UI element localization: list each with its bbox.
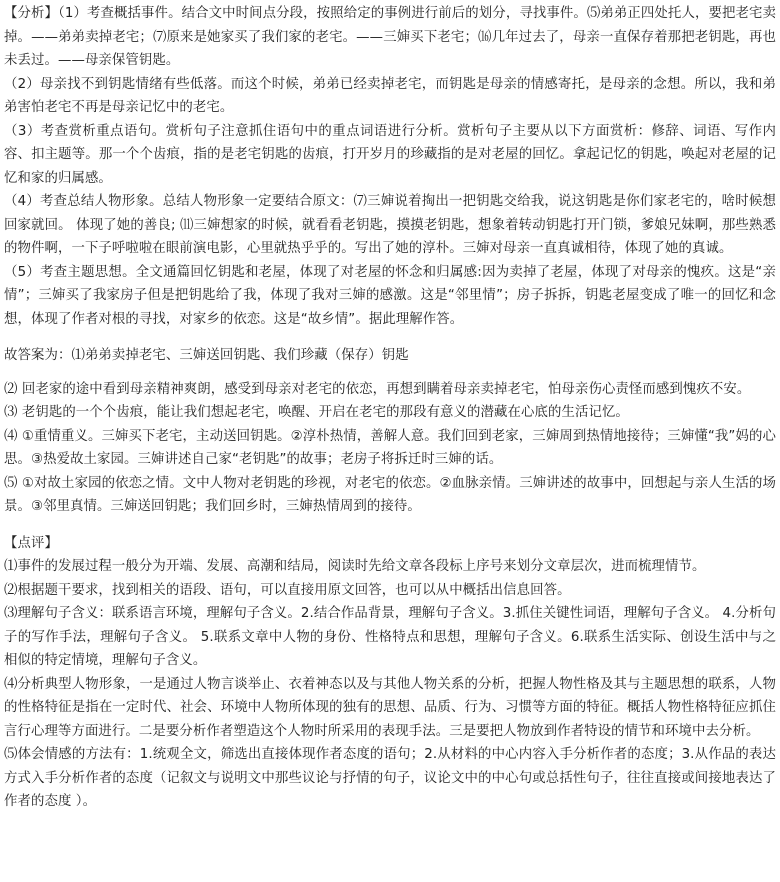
- analysis-paragraph-3: （3）考查赏析重点语句。赏析句子注意抓住语句中的重点词语进行分析。赏析句子主要从以下方面赏析：修辞、词语、写作内容、扣主题等。那一个个齿痕，指的是老宅钥匙的齿痕，打开岁月的珍藏指的是对老屋的回忆。拿起记忆的钥匙，唤起对老屋的记忆和家的归属感。: [4, 123, 776, 186]
- answer-intro: 故答案为：⑴弟弟卖掉老宅、三婶送回钥匙、我们珍藏（保存）钥匙: [4, 348, 409, 363]
- analysis-section: [4, 2, 776, 331]
- analysis-paragraph-5: （5）考查主题思想。全文通篇回忆钥匙和老屋，体现了对老屋的怀念和归属感:因为卖掉了老屋，体现了对母亲的愧疚。这是“亲情”；三婶买了我家房子但是把钥匙给了我，体现了我对三婶的感激。这是“邻里情”；房子拆拆，钥匙老屋变成了唯一的回忆和念想，体现了作者对根的寻找，对家乡的依恋。这是“故乡情”。据此理解作答。: [4, 264, 776, 327]
- analysis-paragraph-2: （2）母亲找不到钥匙情绪有些低落。而这个时候，弟弟已经卖掉老宅，而钥匙是母亲的情感寄托，是母亲的念想。所以，我和弟弟害怕老宅不再是母亲记忆中的老宅。: [4, 76, 776, 115]
- answer-item-4: ⑷ ①重情重义。三婶买下老宅，主动送回钥匙。②淳朴热情，善解人意。我们回到老家，三婶周到热情地接待；三婶懂“我”妈的心思。③热爱故土家园。三婶讲述自己家“老钥匙”的故事；老房子将拆迁时三婶的话。: [4, 428, 776, 467]
- analysis-paragraph-1: [4, 2, 776, 73]
- analysis-text-1: （1）考查概括事件。结合文中时间点分段，按照给定的事例进行前后的划分，寻找事件。⑸弟弟正四处托人，要把老宅卖掉。——弟弟卖掉老宅；⑺原来是她家买了我们家的老宅。——三婶买下老宅；⒃几年过去了，母亲一直保存着那把老钥匙，再也未丢过。——母亲保管钥匙。: [4, 6, 776, 68]
- comment-item-5: ⑸体会情感的方法有：1.统观全文，筛选出直接体现作者态度的语句；2.从材料的中心内容入手分析作者的态度；3.从作品的表达方式入手分析作者的态度（记叙文与说明文中那些议论与抒情的句子，议论文中的中心句或总括性句子，往往直接或间接地表达了作者的态度 ）。: [4, 747, 776, 809]
- answer-section: [4, 344, 776, 519]
- answer-spacer: [4, 368, 776, 378]
- answer-item-3: ⑶ 老钥匙的一个个齿痕，能让我们想起老宅，唤醒、开启在老宅的那段有意义的潜藏在心底的生活记忆。: [4, 405, 629, 420]
- section-spacer: [4, 519, 776, 532]
- analysis-heading: 【分析】: [4, 6, 59, 21]
- answer-item-5: ⑸ ①对故土家园的依恋之情。文中人物对老钥匙的珍视，对老宅的依恋。②血脉亲情。三婶讲述的故事中，回想起与亲人生活的场景。③邻里真情。三婶送回钥匙；我们回乡时，三婶热情周到的接待。: [4, 475, 776, 514]
- comment-item-4: ⑷分析典型人物形象，一是通过人物言谈举止、衣着神态以及与其他人物关系的分析，把握人物性格及其与主题思想的联系，人物的性格特征是指在一定时代、社会、环境中人物所体现的独有的思想、品质、行为、习惯等方面的特征。概括人物性格特征应抓住言行心理等方面进行。二是要分析作者塑造这个人物时所采用的表现手法。三是要把人物放到作者特设的情节和环境中去分析。: [4, 676, 776, 739]
- comment-section: [4, 532, 776, 814]
- comment-item-2: ⑵根据题干要求，找到相关的语段、语句，可以直接用原文回答，也可以从中概括出信息回答。: [4, 582, 571, 598]
- comment-item-3: ⑶理解句子含义：联系语言环境，理解句子含义。2.结合作品背景，理解句子含义。3.抓住关键性词语，理解句子含义。 4.分析句子的写作手法，理解句子含义。 5.联系文章中人物的身份、性格特点和思想，理解句子含义。6.联系生活实际、创设生活中与之相似的特定情境，理解句子含义。: [4, 606, 776, 668]
- section-spacer: [4, 331, 776, 344]
- comment-item-1: ⑴事件的发展过程一般分为开端、发展、高潮和结局，阅读时先给文章各段标上序号来划分文章层次，进而梳理情节。: [4, 559, 706, 574]
- comment-heading: 【点评】: [4, 535, 58, 551]
- analysis-paragraph-4: （4）考查总结人物形象。总结人物形象一定要结合原文：⑺三婶说着掏出一把钥匙交给我，说这钥匙是你们家老宅的，啥时候想回家就回。 体现了她的善良; ⑾三婶想家的时候，就看看老钥匙，摸摸老钥匙，想象着转动钥匙打开门锁，爹娘兄妹啊，那些熟悉的物件啊，一下子呼啦啦在眼前演电影，心里就热乎乎的。写出了她的淳朴。三婶对母亲一直真诚相待，体现了她的真诚。: [4, 194, 776, 256]
- answer-item-2: ⑵ 回老家的途中看到母亲精神爽朗，感受到母亲对老宅的依恋，再想到瞒着母亲卖掉老宅，怕母亲伤心责怪而感到愧疚不安。: [4, 381, 751, 397]
